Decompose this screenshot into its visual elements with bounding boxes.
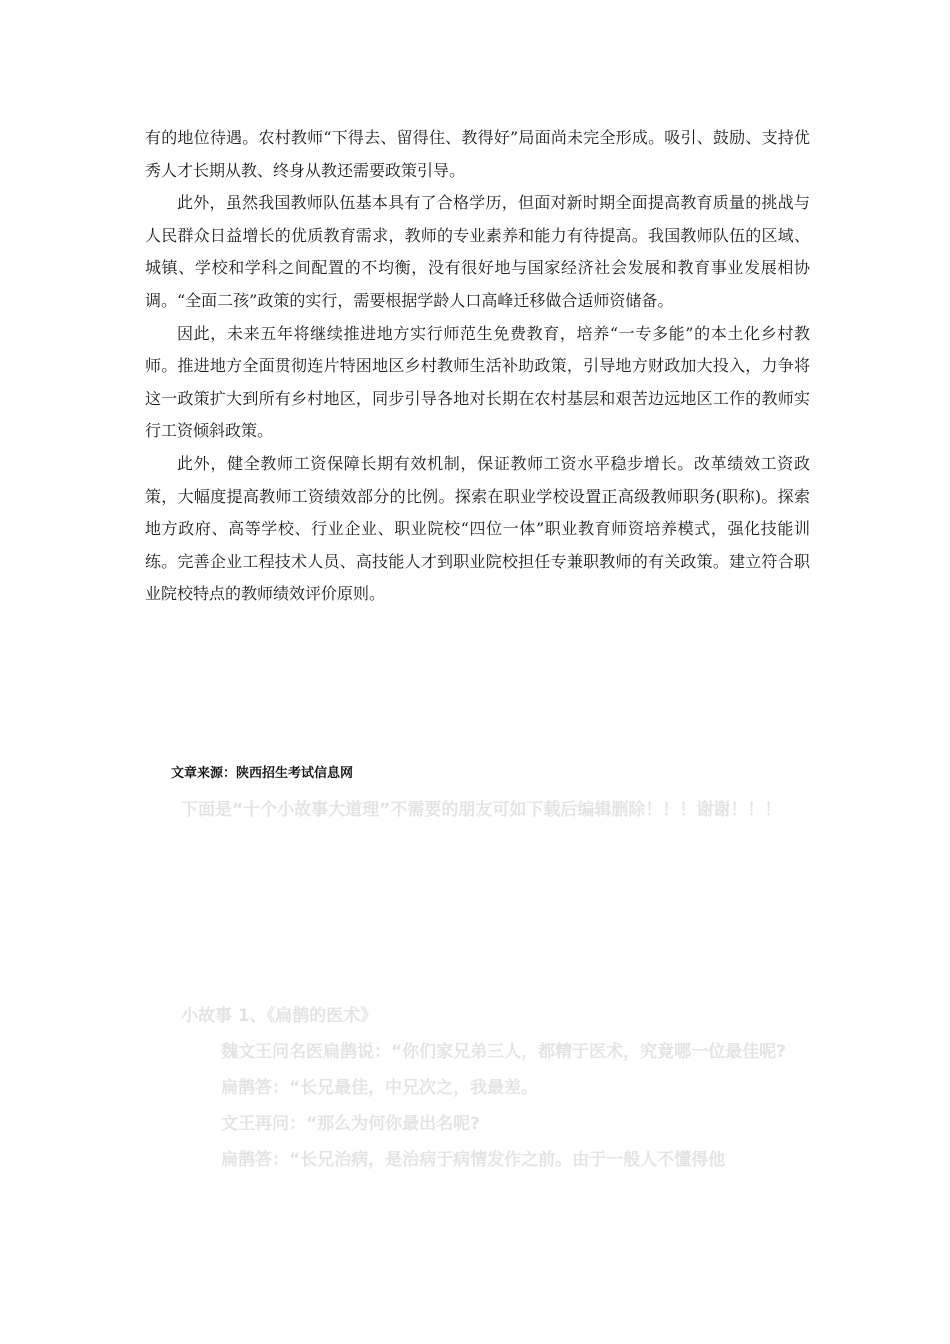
story-title: 小故事 1、《扁鹊的医术》 xyxy=(181,1006,378,1026)
article-body xyxy=(145,122,810,611)
watermark-notice xyxy=(145,792,800,828)
paragraph-2: 此外，虽然我国教师队伍基本具有了合格学历，但面对新时期全面提高教育质量的挑战与人民群众日益增长的优质教育需求，教师的专业素养和能力有待提高。我国教师队伍的区域、城镇、学校和学科之间配置的不均衡，没有很好地与国家经济社会发展和教育事业发展相协调。“全面二孩”政策的实行，需要根据学龄人口高峰迁移做合适师资储备。 xyxy=(145,193,810,310)
paragraph-1: 有的地位待遇。农村教师“下得去、留得住、教得好”局面尚未完全形成。吸引、鼓励、支持优秀人才长期从教、终身从教还需要政策引导。 xyxy=(145,128,810,180)
paragraph-3: 因此，未来五年将继续推进地方实行师范生免费教育，培养“一专多能”的本土化乡村教师。推进地方全面贯彻连片特困地区乡村教师生活补助政策，引导地方财政加大投入，力争将这一政策扩大到所有乡村地区，同步引导各地对长期在农村基层和艰苦边远地区工作的教师实行工资倾斜政策。 xyxy=(145,323,810,441)
watermark-story xyxy=(145,998,800,1178)
paragraph-4: 此外，健全教师工资保障长期有效机制，保证教师工资水平稳步增长。改革绩效工资政策，大幅度提高教师工资绩效部分的比例。探索在职业学校设置正高级教师职务(职称)。探索地方政府、高等学校、行业企业、职业院校“四位一体”职业教育师资培养模式，强化技能训练。完善企业工程技术人员、高技能人才到职业院校担任专兼职教师的有关政策。建立符合职业院校特点的教师绩效评价原则。 xyxy=(145,453,810,604)
story-line-3: 文王再问：“那么为何你最出名呢? xyxy=(221,1114,481,1134)
article-source: 文章来源：陕西招生考试信息网 xyxy=(171,766,354,781)
notice-text: 下面是“十个小故事大道理”不需要的朋友可如下载后编辑删除！！！谢谢！！！ xyxy=(181,800,782,820)
story-line-2: 扁鹊答：“长兄最佳，中兄次之，我最差。 xyxy=(221,1078,539,1098)
story-line-4: 扁鹊答：“长兄治病，是治病于病情发作之前。由于一般人不懂得他 xyxy=(221,1150,726,1170)
story-line-1: 魏文王问名医扁鹊说：“你们家兄弟三人，都精于医术，究竟哪一位最佳呢? xyxy=(221,1042,787,1062)
